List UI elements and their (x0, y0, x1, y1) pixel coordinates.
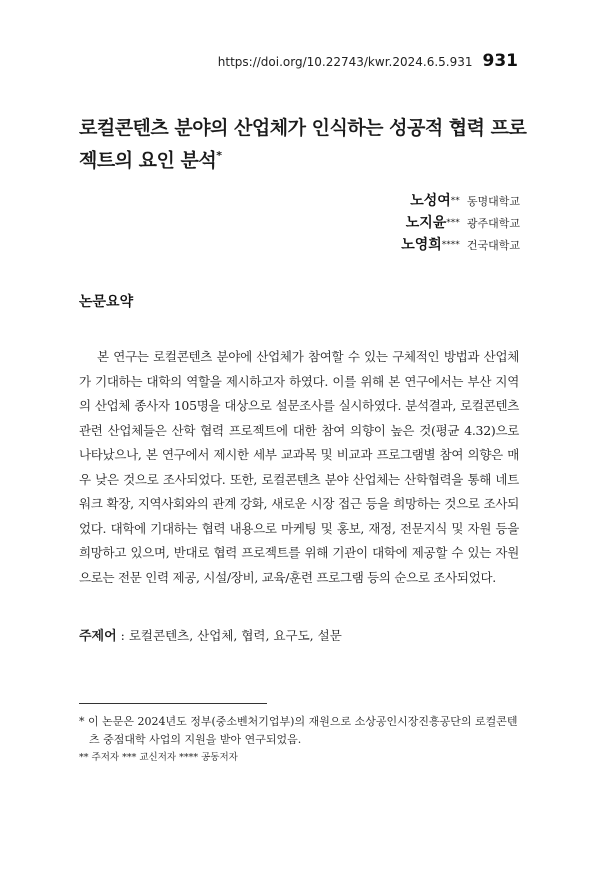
author-3 (401, 233, 520, 255)
footnote-author-roles: ** 주저자 *** 교신저자 **** 공동저자 (79, 752, 238, 763)
paper-title (79, 114, 539, 174)
abstract-heading: 논문요약 (79, 294, 134, 310)
abstract-body: 본 연구는 로컬콘텐츠 분야에 산업체가 참여할 수 있는 구체적인 방법과 산업체가 기대하는 대학의 역할을 제시하고자 하였다. 이를 위해 본 연구에서는 부산 지역의 산업체 종사자 105명을 대상으로 설문조사를 실시하였다. 분석결과, 로컬콘텐츠 관련 산업체들은 산학 협력 프로젝트에 대한 참여 의향이 높은 것(평균 4.32)으로 나타났으나, 본 연구에서 제시한 세부 교과목 및 비교과 프로그램별 참여 의향은 매우 낮은 것으로 조사되었다. 또한, 로컬콘텐츠 분야 산업체는 산학협력을 통해 네트워크 확장, 지역사회와의 관계 강화, 새로운 시장 접근 등을 희망하는 것으로 조사되었다. 대학에 기대하는 협력 내용으로 마케팅 및 홍보, 재정, 전문지식 및 자원 등을 희망하고 있으며, 반대로 협력 프로젝트를 위해 기관이 대학에 제공할 수 있는 자원으로는 전문 인력 제공, 시설/장비, 교육/훈련 프로그램 등의 순으로 조사되었다. (79, 349, 519, 585)
author-mark: *** (446, 218, 460, 228)
author-affiliation: 건국대학교 (466, 239, 520, 252)
author-2 (401, 211, 520, 233)
page-number: 931 (482, 51, 518, 71)
title-footnote-mark: * (216, 149, 222, 162)
title-text: 로컬콘텐츠 분야의 산업체가 인식하는 성공적 협력 프로젝트의 요인 분석 (79, 117, 527, 172)
author-name: 노영희 (401, 237, 442, 253)
author-name: 노성여 (410, 193, 451, 209)
author-1 (401, 189, 520, 211)
author-mark: ** (450, 196, 460, 206)
footnotes (79, 713, 524, 767)
keywords-label: 주제어 (79, 629, 117, 644)
author-mark: **** (441, 240, 460, 250)
keywords-values: 로컬콘텐츠, 산업체, 협력, 요구도, 설문 (128, 628, 342, 643)
footnote-divider (79, 703, 267, 704)
keywords (79, 625, 342, 644)
footnote-funding: * 이 논문은 2024년도 정부(중소벤처기업부)의 재원으로 소상공인시장진흥공단의 로컬콘텐츠 중점대학 사업의 지원을 받아 연구되었음. (79, 715, 518, 746)
doi-link[interactable]: https://doi.org/10.22743/kwr.2024.6.5.931 (217, 55, 473, 69)
author-affiliation: 동명대학교 (466, 195, 520, 208)
author-list (401, 189, 520, 255)
running-header (218, 51, 518, 71)
author-affiliation: 광주대학교 (466, 217, 520, 230)
keywords-separator: : (116, 628, 129, 643)
author-name: 노지윤 (405, 215, 447, 231)
